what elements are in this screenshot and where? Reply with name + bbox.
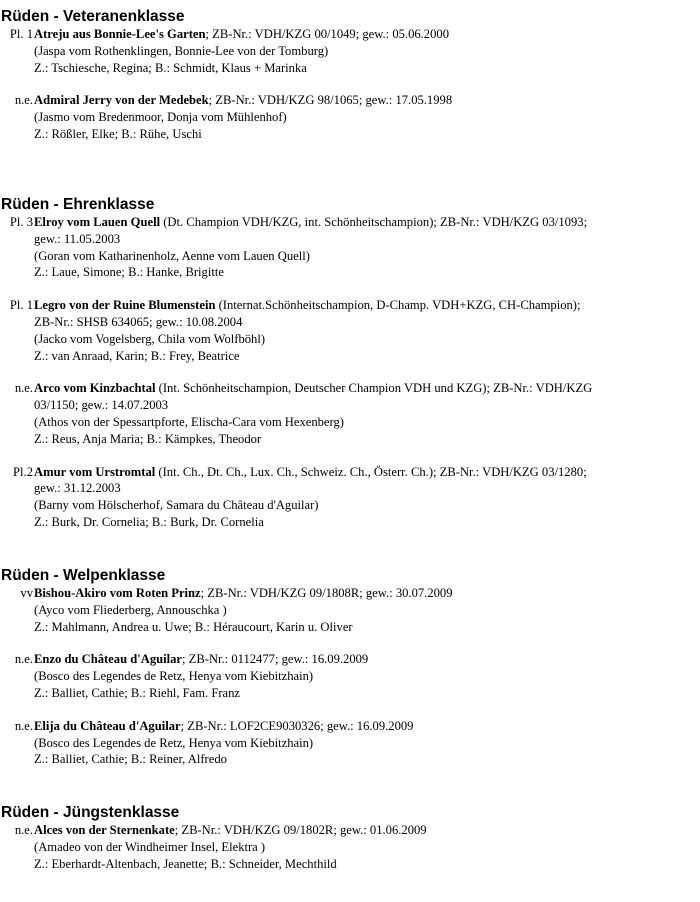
- placement: Pl. 1: [9, 27, 33, 41]
- dog-details: (Internat.Schönheitschampion, D-Champ. VDH+KZG, CH-Champion);: [215, 298, 581, 313]
- parents: (Amadeo von der Windheimer Insel, Elektra ): [34, 839, 266, 854]
- dog-name: Bishou-Akiro vom Roten Prinz: [34, 586, 201, 600]
- dog-details: ; ZB-Nr.: VDH/KZG 09/1802R; gew.: 01.06.2009: [174, 823, 427, 837]
- dog-entry: [0, 651, 700, 701]
- placement: Pl. 3: [9, 215, 33, 229]
- parents: (Jaspa vom Rothenklingen, Bonnie-Lee von der Tomburg): [34, 43, 329, 58]
- breeder-owner: Z.: Burk, Dr. Cornelia; B.: Burk, Dr. Cornelia: [34, 514, 264, 529]
- breeder-owner: Z.: Reus, Anja Maria; B.: Kämpkes, Theodor: [34, 431, 262, 446]
- dog-details: (Int. Schönheitschampion, Deutscher Champion VDH und KZG); ZB-Nr.: VDH/KZG: [155, 381, 593, 396]
- placement: n.e.: [14, 718, 33, 733]
- dog-entry: [0, 822, 700, 872]
- dog-entry: [0, 26, 700, 76]
- breeder-owner: Z.: Tschiesche, Regina; B.: Schmidt, Klaus + Marinka: [34, 60, 307, 75]
- dog-details: ; ZB-Nr.: VDH/KZG 98/1065; gew.: 17.05.1998: [208, 93, 453, 108]
- parents: (Jacko vom Vogelsberg, Chila vom Wolfböhl): [34, 331, 266, 346]
- dog-details: ; ZB-Nr.: VDH/KZG 00/1049; gew.: 05.06.2000: [205, 27, 449, 41]
- dog-entry: [0, 585, 700, 635]
- parents: (Goran vom Katharinenholz, Aenne vom Lauen Quell): [34, 248, 310, 263]
- dog-details: ; ZB-Nr.: 0112477; gew.: 16.09.2009: [182, 652, 369, 667]
- dog-details: ; ZB-Nr.: LOF2CE9030326; gew.: 16.09.2009: [180, 718, 414, 733]
- dog-details-continued: 03/1150; gew.: 14.07.2003: [34, 398, 169, 413]
- breeder-owner: Z.: Eberhardt-Altenbach, Jeanette; B.: Schneider, Mechthild: [34, 856, 337, 871]
- breeder-owner: Z.: Mahlmann, Andrea u. Uwe; B.: Héraucourt, Karin u. Oliver: [34, 619, 353, 634]
- dog-name: Admiral Jerry von der Medebek: [34, 93, 209, 108]
- section-title: Rüden - Ehrenklasse: [1, 196, 155, 213]
- dog-entry: [0, 92, 700, 142]
- parents: (Athos von der Spessartpforte, Elischa-Cara vom Hexenberg): [34, 414, 344, 429]
- parents: (Bosco des Legendes de Retz, Henya vom Kiebitzhain): [34, 669, 314, 684]
- dog-details: (Int. Ch., Dt. Ch., Lux. Ch., Schweiz. Ch., Österr. Ch.); ZB-Nr.: VDH/KZG 03/1280;: [155, 464, 587, 479]
- section-title: Rüden - Veteranenklasse: [1, 8, 185, 25]
- breeder-owner: Z.: Balliet, Cathie; B.: Riehl, Fam. Franz: [34, 685, 241, 700]
- section-welpenklasse: [0, 567, 700, 768]
- dog-details: (Dt. Champion VDH/KZG, int. Schönheitschampion); ZB-Nr.: VDH/KZG 03/1093;: [160, 215, 588, 229]
- breeder-owner: Z.: Laue, Simone; B.: Hanke, Brigitte: [34, 265, 224, 280]
- dog-entry: [0, 718, 700, 768]
- placement: n.e.: [14, 93, 33, 108]
- placement: n.e.: [14, 381, 33, 396]
- section-veteranenklasse: [0, 8, 700, 143]
- breeder-owner: Z.: van Anraad, Karin; B.: Frey, Beatrice: [34, 348, 240, 363]
- placement: n.e.: [14, 652, 33, 667]
- section-juengstenklasse: [0, 804, 700, 872]
- breeder-owner: Z.: Balliet, Cathie; B.: Reiner, Alfredo: [34, 752, 227, 767]
- breeder-owner: Z.: Rößler, Elke; B.: Rühe, Uschi: [34, 126, 202, 141]
- parents: (Barny vom Hölscherhof, Samara du Château d'Aguilar): [34, 498, 319, 513]
- dog-details-continued: gew.: 11.05.2003: [34, 231, 121, 246]
- section-title: Rüden - Welpenklasse: [1, 567, 166, 584]
- placement: Pl. 1: [9, 298, 33, 313]
- dog-name: Enzo du Château d'Aguilar: [34, 652, 183, 667]
- section-title: Rüden - Jüngstenklasse: [1, 804, 180, 821]
- dog-entry: [0, 297, 700, 364]
- dog-name: Amur vom Urstromtal: [34, 464, 156, 479]
- parents: (Bosco des Legendes de Retz, Henya vom Kiebitzhain): [34, 735, 314, 750]
- dog-entry: [0, 214, 700, 281]
- dog-name: Legro von der Ruine Blumenstein: [34, 298, 216, 313]
- dog-name: Atreju aus Bonnie-Lee's Garten: [34, 27, 206, 41]
- parents: (Jasmo vom Bredenmoor, Donja vom Mühlenhof): [34, 110, 287, 125]
- dog-entry: [0, 380, 700, 447]
- dog-name: Arco vom Kinzbachtal: [34, 381, 156, 396]
- dog-name: Elroy vom Lauen Quell: [34, 215, 161, 229]
- placement: n.e.: [14, 823, 33, 837]
- dog-entry: [0, 464, 700, 531]
- dog-name: Elija du Château d'Aguilar: [34, 718, 181, 733]
- placement: Pl.2: [13, 464, 33, 479]
- dog-details: ; ZB-Nr.: VDH/KZG 09/1808R; gew.: 30.07.2009: [200, 586, 453, 600]
- dog-details-continued: gew.: 31.12.2003: [34, 481, 121, 496]
- dog-name: Alces von der Sternenkate: [34, 823, 175, 837]
- parents: (Ayco vom Fliederberg, Annouschka ): [34, 602, 227, 617]
- section-ehrenklasse: [0, 196, 700, 531]
- placement: vv: [20, 586, 33, 600]
- dog-details-continued: ZB-Nr.: SHSB 634065; gew.: 10.08.2004: [34, 314, 243, 329]
